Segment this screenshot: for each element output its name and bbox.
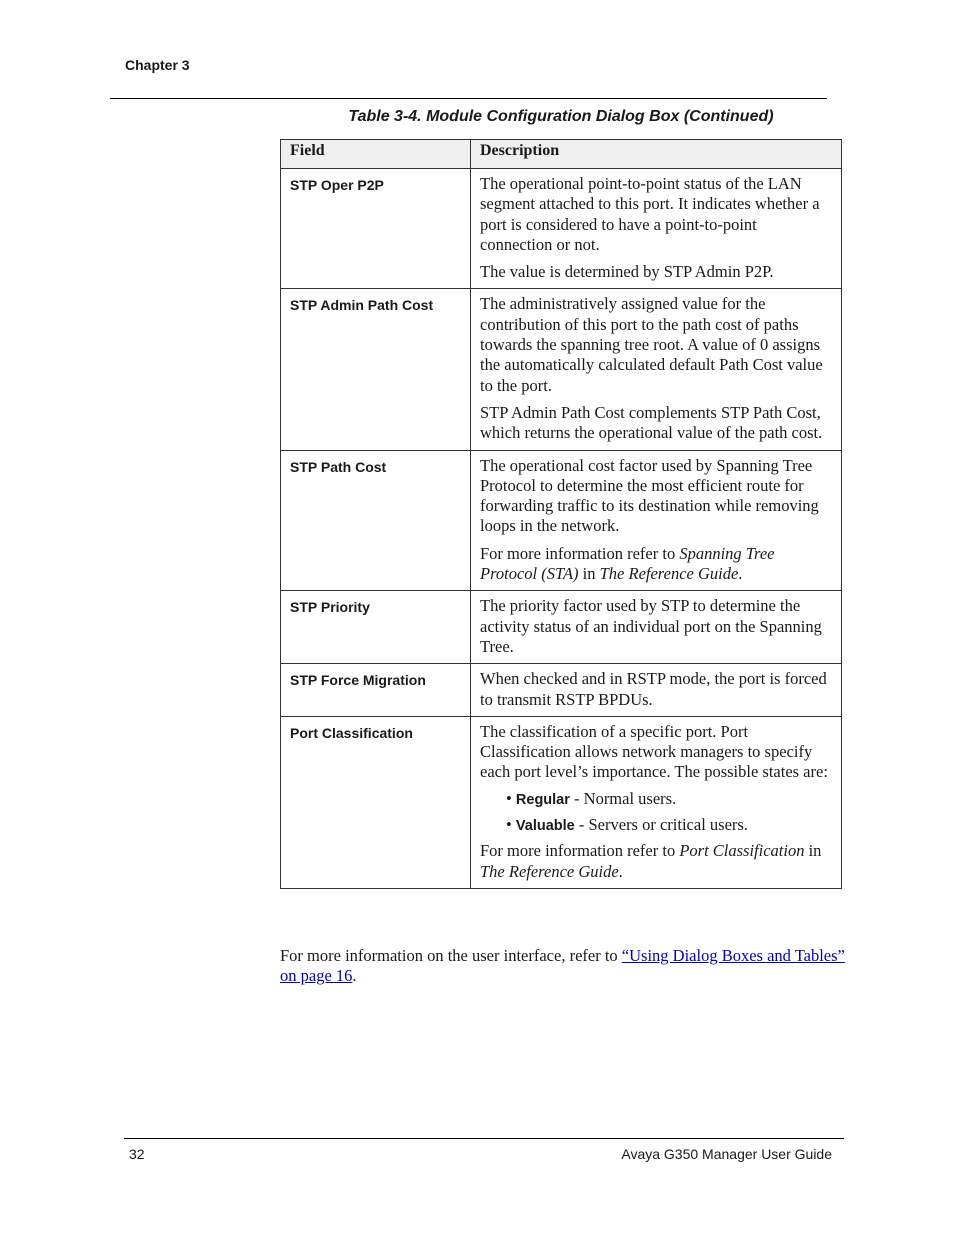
- field-description: [471, 716, 842, 888]
- footer-rule: [124, 1138, 844, 1139]
- description-paragraph: The operational cost factor used by Spanning Tree Protocol to determine the most efficient route for forwarding traffic to its destination while removing loops in the network.: [480, 455, 819, 536]
- table-row: [281, 169, 842, 289]
- field-name: STP Priority: [281, 591, 471, 664]
- reference-book: The Reference Guide: [599, 564, 739, 584]
- description-paragraph: The value is determined by STP Admin P2P.: [480, 262, 774, 282]
- more-info-suffix: .: [352, 966, 357, 986]
- reference-prefix: For more information refer to: [480, 841, 680, 861]
- table-caption: Table 3-4. Module Configuration Dialog Box (Continued): [348, 108, 774, 125]
- field-description: [471, 289, 842, 450]
- reference-prefix: For more information refer to: [480, 543, 680, 563]
- table-header-row: [281, 140, 842, 169]
- state-desc: - Normal users.: [569, 788, 677, 808]
- reference-book: The Reference Guide: [480, 861, 619, 881]
- reference-topic: Port Classification: [679, 841, 805, 861]
- description-paragraph: The administratively assigned value for the contribution of this port to the path cost of paths towards the spanning tree root. A value of 0 assigns the automatically calculated default Path Cost value to the port.: [480, 294, 823, 395]
- state-name: Valuable: [515, 818, 575, 835]
- reference-paragraph: [480, 841, 832, 882]
- field-description-table: [280, 139, 842, 889]
- description-paragraph: The priority factor used by STP to determine the activity status of an individual port on the Spanning Tree.: [480, 596, 822, 656]
- reference-suffix: .: [738, 564, 743, 584]
- description-paragraph: When checked and in RSTP mode, the port is forced to transmit RSTP BPDUs.: [480, 669, 827, 709]
- table-row: [281, 716, 842, 888]
- description-paragraph: The operational point-to-point status of the LAN segment attached to this port. It indicates whether a port is considered to have a point-to-point connection or not.: [480, 174, 820, 254]
- field-name: STP Force Migration: [281, 664, 471, 717]
- reference-suffix: .: [618, 861, 623, 881]
- field-name: STP Admin Path Cost: [281, 289, 471, 450]
- column-header-field: Field: [281, 140, 471, 169]
- more-info-prefix: For more information on the user interface, refer to: [280, 946, 622, 965]
- description-paragraph: The classification of a specific port. Port Classification allows network managers to specify each port level’s importance. The possible states are:: [480, 721, 828, 782]
- reference-topic: Spanning Tree Protocol (STA): [480, 543, 775, 584]
- table-row: [281, 591, 842, 664]
- page-number: 32: [129, 1146, 145, 1162]
- state-name: Regular: [515, 791, 570, 808]
- field-description: [471, 450, 842, 591]
- chapter-label: Chapter 3: [125, 57, 190, 73]
- header-rule: [110, 98, 827, 99]
- field-name: STP Path Cost: [281, 450, 471, 591]
- column-header-description: Description: [471, 140, 842, 169]
- field-name: STP Oper P2P: [281, 169, 471, 289]
- reference-paragraph: [480, 544, 832, 585]
- state-list: [480, 789, 832, 837]
- list-item: [506, 789, 832, 810]
- cross-reference-link[interactable]: “Using Dialog Boxes and Tables” on page 16: [280, 946, 845, 986]
- table-row: [281, 664, 842, 717]
- state-desc: - Servers or critical users.: [574, 815, 748, 835]
- list-item: [506, 815, 832, 836]
- description-paragraph: STP Admin Path Cost complements STP Path Cost, which returns the operational value of the path cost.: [480, 402, 823, 443]
- field-description: [471, 591, 842, 664]
- field-name: Port Classification: [281, 716, 471, 888]
- table-row: [281, 450, 842, 591]
- reference-mid: in: [578, 564, 600, 584]
- field-description: [471, 169, 842, 289]
- footer-doc-title: Avaya G350 Manager User Guide: [621, 1146, 832, 1162]
- field-description: [471, 664, 842, 717]
- reference-mid: in: [804, 841, 822, 861]
- table-row: [281, 289, 842, 450]
- more-info-paragraph: [280, 946, 850, 987]
